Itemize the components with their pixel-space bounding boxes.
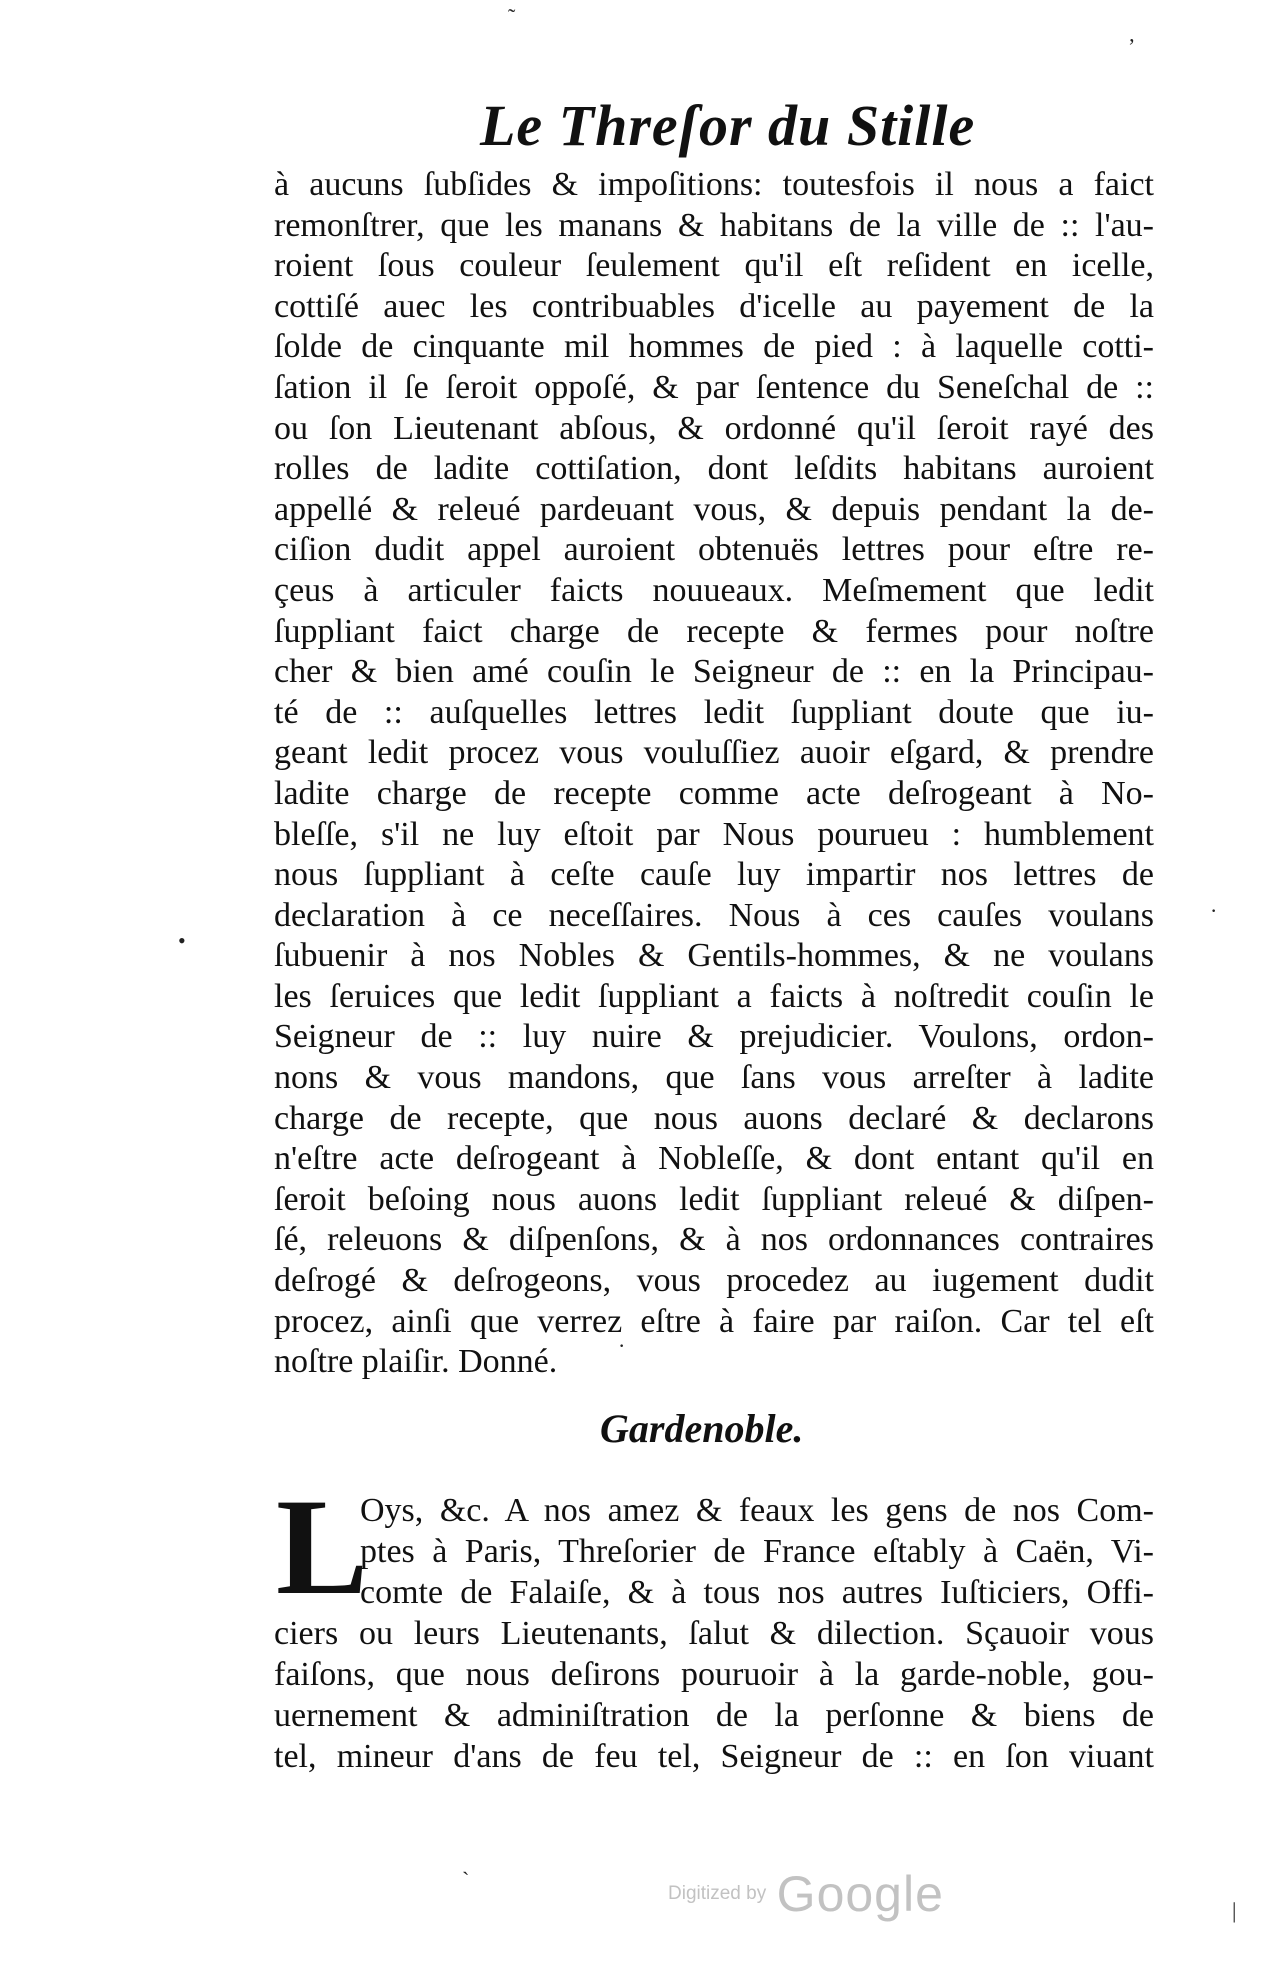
text-line: charge de recepte, que nous auons declaré & declarons [274,1099,1154,1137]
text-line: tel, mineur d'ans de feu tel, Seigneur de :: en ſon viuant [274,1738,1154,1775]
text-line: faiſons, que nous deſirons pouruoir à la garde-noble, gou- [274,1656,1154,1693]
text-line: ptes à Paris, Threſorier de France eſtably à Caën, Vi- [360,1533,1154,1570]
text-line: nons & vous mandons, que ſans vous arreſter à ladite [274,1059,1154,1097]
ink-speck-right-top: ʼ [1128,34,1136,59]
text-line: ſolde de cinquante mil hommes de pied : à laquelle cotti- [274,328,1154,366]
text-line: uernement & adminiſtration de la perſonne & biens de [274,1697,1154,1734]
ink-speck-bottom-right: | [1232,1898,1237,1923]
text-line: ciers ou leurs Lieutenants, ſalut & dilection. Sçauoir vous [274,1615,1154,1652]
text-line: ſation il ſe ſeroit oppoſé, & par ſentence du Seneſchal de :: [274,368,1154,406]
text-line: ſuppliant faict charge de recepte & fermes pour noſtre [274,612,1154,650]
text-line: geant ledit procez vous vouluſſiez auoir eſgard, & prendre [274,734,1154,772]
text-line: ſubuenir à nos Nobles & Gentils-hommes, & ne voulans [274,937,1154,975]
text-line: ladite charge de recepte comme acte deſrogeant à No- [274,774,1154,812]
section-text [274,1490,1154,1777]
text-line: bleſſe, s'il ne luy eſtoit par Nous pourueu : humblement [274,815,1154,853]
watermark-logo: Google [776,1866,944,1922]
text-line: rolles de ladite cottiſation, dont leſdits habitans auroient [274,450,1154,488]
text-line: ou ſon Lieutenant abſous, & ordonné qu'il ſeroit rayé des [274,409,1154,447]
margin-mark-right: · [1210,898,1218,923]
text-line: declaration à ce neceſſaires. Nous à ces cauſes voulans [274,896,1154,934]
text-line: cher & bien amé couſin le Seigneur de :: en la Principau- [274,653,1154,691]
text-line: Oys, &c. A nos amez & feaux les gens de nos Com- [360,1492,1154,1529]
text-line: té de :: auſquelles lettres ledit ſuppliant doute que iu- [274,693,1154,731]
text-line: deſrogé & deſrogeons, vous procedez au iugement dudit [274,1262,1154,1300]
text-line: ſeroit beſoing nous auons ledit ſuppliant releué & diſpen- [274,1180,1154,1218]
text-line: ſé, releuons & diſpenſons, & à nos ordonnances contraires [274,1221,1154,1259]
ink-speck-top: ˜ [508,4,516,29]
text-line: remonſtrer, que les manans & habitans de la ville de :: l'au- [274,206,1154,244]
ink-speck-bottom: ˏ [462,1850,470,1875]
digitization-watermark [668,1865,944,1923]
text-line: roient ſous couleur ſeulement qu'il eſt reſident en icelle, [274,247,1154,285]
text-line: ciſion dudit appel auroient obtenuës lettres pour eſtre re- [274,531,1154,569]
text-line: comte de Falaiſe, & à tous nos autres Iuſticiers, Offi- [360,1574,1154,1611]
text-line: çeus à articuler faicts nouueaux. Meſmement que ledit [274,571,1154,609]
text-line-last: noſtre plaiſir. Donné. [274,1343,558,1381]
section-heading: Gardenoble. [600,1406,804,1451]
body-text [274,165,1154,1383]
text-line: cottiſé auec les contribuables d'icelle au payement de la [274,287,1154,325]
text-line: nous ſuppliant à ceſte cauſe luy impartir nos lettres de [274,856,1154,894]
running-title: Le Threſor du Stille [480,93,976,158]
margin-mark-left: • [178,928,186,953]
text-line: à aucuns ſubſides & impoſitions: toutesfois il nous a faict [274,166,1154,203]
text-line: n'eſtre acte deſrogeant à Nobleſſe, & dont entant qu'il en [274,1140,1154,1178]
text-line: Seigneur de :: luy nuire & prejudicier. Voulons, ordon- [274,1018,1154,1056]
drop-capital: L [276,1470,369,1623]
text-line: procez, ainſi que verrez eſtre à faire par raiſon. Car tel eſt [274,1302,1154,1340]
text-line: les ſeruices que ledit ſuppliant a faicts à noſtredit couſin le [274,977,1154,1015]
margin-mark-mid: · [618,1333,626,1358]
text-line: appellé & releué pardeuant vous, & depuis pendant la de- [274,490,1154,528]
watermark-prefix: Digitized by [668,1883,767,1904]
